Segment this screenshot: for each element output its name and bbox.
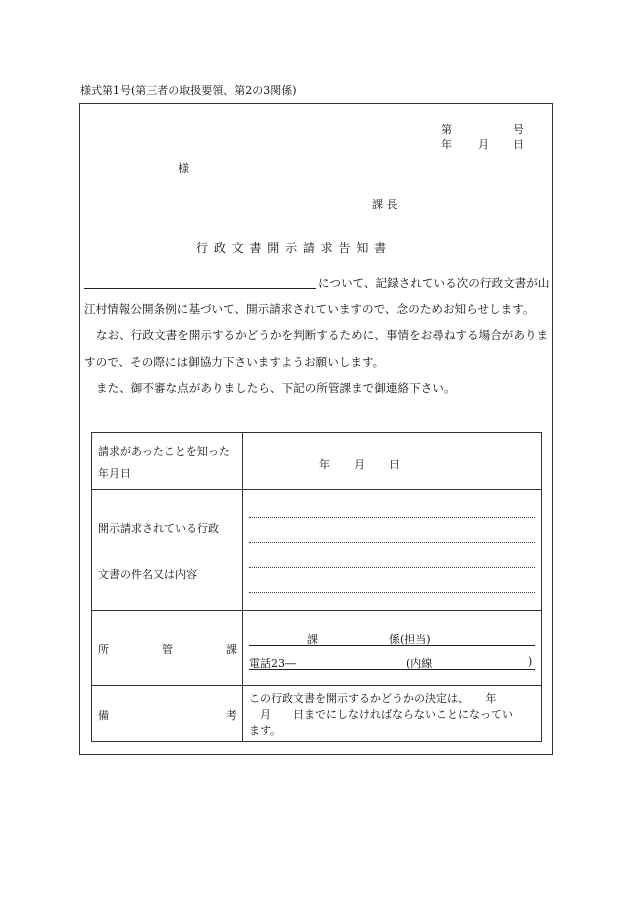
subject-dotted-line bbox=[249, 567, 535, 568]
phone-underline bbox=[249, 669, 535, 670]
remarks-label-char2: 考 bbox=[226, 709, 237, 722]
request-year-label: 年 bbox=[319, 458, 330, 471]
sender-title: 課 長 bbox=[372, 198, 398, 211]
subject-dotted-line bbox=[249, 517, 535, 518]
remarks-note-line2: 月 日までにしなければならないことになってい bbox=[249, 708, 513, 721]
document-subject-label-line1: 開示請求されている行政 bbox=[98, 522, 219, 535]
request-date-label-line2: 年月日 bbox=[98, 467, 131, 480]
body-line-5: また、御不審な点がありましたら、下記の所管課まで御連絡下さい。 bbox=[96, 381, 456, 395]
department-label-char1: 所 bbox=[98, 643, 109, 656]
phone-label: 電話23― bbox=[249, 657, 296, 670]
subject-dotted-line bbox=[249, 542, 535, 543]
document-subject-label-line2: 文書の件名又は内容 bbox=[98, 568, 197, 581]
table-row-department bbox=[92, 611, 542, 686]
body-line-2: 江村情報公開条例に基づいて、開示請求されていますので、念のためお知らせします。 bbox=[84, 302, 535, 316]
remarks-note-line3: ます。 bbox=[249, 724, 282, 737]
form-caption: 様式第1号(第三者の取扱要領、第2の3関係) bbox=[80, 84, 297, 97]
department-kakari-label: 係(担当) bbox=[389, 633, 431, 646]
table-row-remarks bbox=[92, 686, 542, 742]
date-day-label: 日 bbox=[513, 138, 524, 151]
department-label-char3: 課 bbox=[226, 643, 237, 656]
document-title: 行 政 文 書 開 示 請 求 告 知 書 bbox=[196, 241, 388, 255]
extension-close-paren: ) bbox=[528, 655, 533, 668]
remarks-note-line1: この行政文書を開示するかどうかの決定は、 年 bbox=[249, 692, 497, 705]
request-date-label-line1: 請求があったことを知った bbox=[98, 445, 230, 458]
table-row-document-subject bbox=[92, 490, 542, 611]
request-day-label: 日 bbox=[389, 458, 400, 471]
number-suffix: 号 bbox=[513, 123, 524, 136]
body-line-4: すので、その際には御協力下さいますようお願いします。 bbox=[84, 355, 385, 369]
number-prefix: 第 bbox=[441, 123, 452, 136]
request-month-label: 月 bbox=[354, 458, 365, 471]
date-year-label: 年 bbox=[441, 138, 452, 151]
remarks-label-char1: 備 bbox=[98, 709, 109, 722]
extension-label: (内線 bbox=[406, 657, 433, 670]
body-line-1: について、記録されている次の行政文書が山 bbox=[318, 276, 550, 290]
department-underline bbox=[249, 645, 535, 646]
subject-dotted-line bbox=[249, 592, 535, 593]
requester-blank-line bbox=[84, 288, 316, 289]
date-month-label: 月 bbox=[478, 138, 489, 151]
department-label-char2: 管 bbox=[162, 643, 173, 656]
department-ka-label: 課 bbox=[307, 633, 318, 646]
info-table bbox=[91, 432, 542, 742]
table-row-request-date bbox=[92, 433, 542, 490]
addressee-suffix: 様 bbox=[178, 162, 189, 175]
body-line-3: なお、行政文書を開示するかどうかを判断するために、事情をお尋ねする場合がありま bbox=[96, 328, 549, 342]
